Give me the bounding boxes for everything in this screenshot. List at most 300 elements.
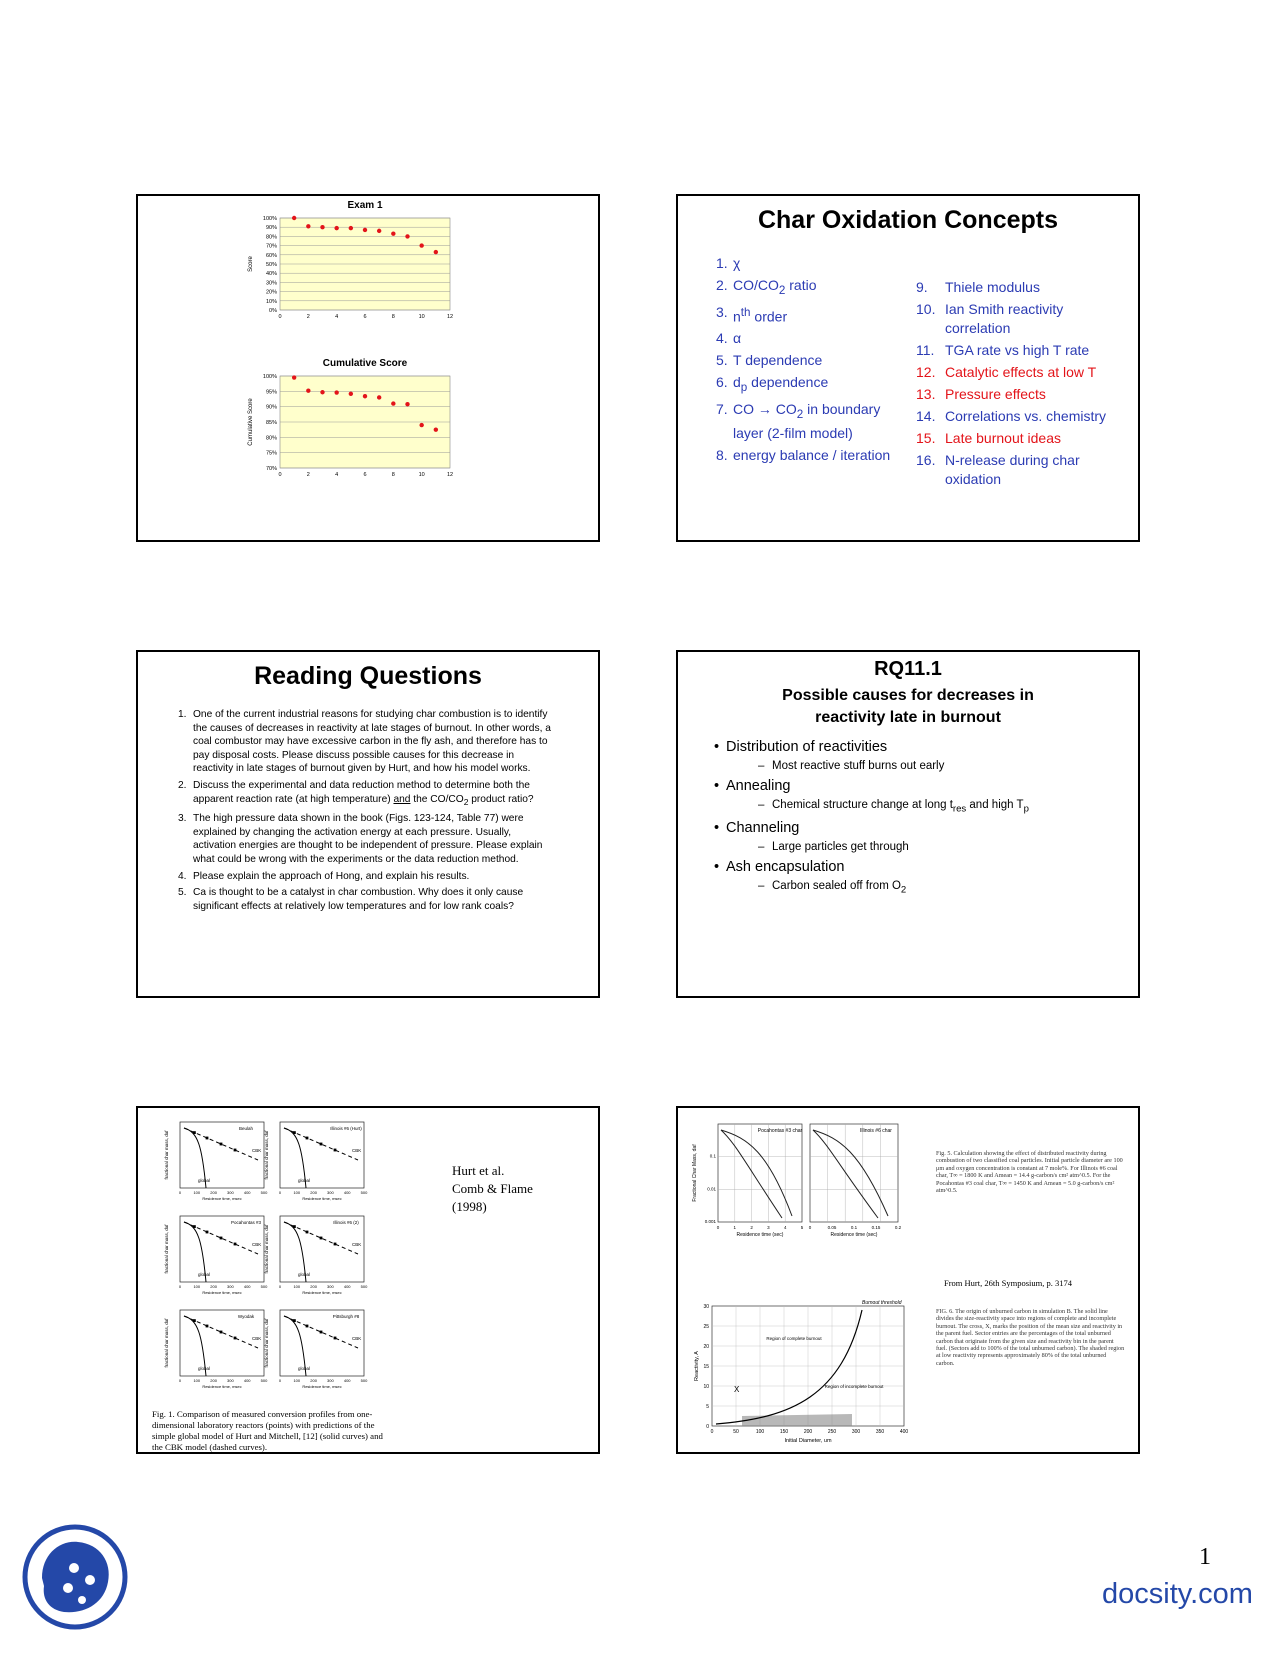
question-text-part: product ratio? — [468, 793, 534, 805]
cbk-label: CBK — [352, 1148, 362, 1153]
bullet-text: Annealing — [726, 778, 791, 794]
x-tick-label: 100 — [193, 1378, 201, 1383]
concept-text — [733, 373, 828, 397]
concept-text-main: energy balance / iteration — [733, 447, 891, 464]
concept-text-main: Ian Smith reactivity correlation — [945, 301, 1064, 336]
x-tick-label: 300 — [327, 1284, 334, 1289]
x-tick-label: 4 — [335, 314, 339, 320]
plot-frame — [718, 1124, 802, 1222]
question-number: 3. — [178, 813, 187, 825]
global-label: global — [198, 1178, 211, 1183]
data-point — [292, 375, 296, 379]
y-tick-label: 95% — [265, 389, 277, 396]
y-tick-label: 30% — [265, 280, 277, 287]
y-axis-label: Cumulative Score — [248, 398, 254, 446]
bullet-text: Ash encapsulation — [726, 859, 845, 876]
y-tick-label: 30 — [703, 1304, 709, 1310]
y-axis-label: Score — [248, 256, 254, 272]
concept-number: 16. — [916, 452, 936, 468]
measured-point — [206, 1325, 209, 1328]
concept-number: 10. — [916, 301, 936, 317]
data-point — [334, 390, 338, 394]
x-tick-label: 100 — [193, 1190, 201, 1195]
measured-point — [320, 1237, 323, 1240]
panel-title: Illinois #6 (2) — [333, 1220, 359, 1225]
data-point — [306, 389, 310, 393]
concept-item — [916, 407, 1126, 426]
concept-item — [916, 385, 1126, 404]
bullet-dot: • — [714, 778, 720, 794]
concept-number: 11. — [916, 342, 935, 358]
x-axis-label: Residence time, msec — [302, 1290, 342, 1295]
concept-text-after: ratio — [785, 277, 817, 293]
y-tick-label: 20% — [265, 289, 277, 296]
data-point — [434, 427, 438, 431]
x-tick-label: 4 — [335, 472, 339, 478]
x-tick-label: 12 — [446, 472, 454, 478]
sub-bullet-item — [758, 880, 1138, 895]
concept-text-after: order — [750, 308, 788, 325]
data-point — [391, 231, 395, 235]
question-item — [178, 812, 554, 866]
cbk-label: CBK — [252, 1148, 262, 1153]
x-axis-label: Residence time, msec — [302, 1384, 342, 1389]
x-axis-label: Initial Diameter, um — [784, 1438, 832, 1444]
x-tick-label: 12 — [446, 314, 454, 320]
y-tick-label: 70% — [265, 243, 277, 250]
panel-title: Beulah — [238, 1126, 254, 1131]
concept-item — [916, 451, 1126, 489]
measured-point — [193, 1319, 196, 1322]
question-text: The high pressure data shown in the book (Figs. 123-124, Table 77) were explained by changing the activation energy at each pressure. Usually, activation energies are thought to be independent of pressure. Please explain what could be wrong with the experiments or the data reduction method. — [193, 813, 543, 865]
y-tick-label: 90% — [265, 225, 277, 232]
figure-panel — [264, 1216, 368, 1295]
measured-point — [220, 1331, 223, 1334]
slide-exam-scores — [136, 194, 600, 542]
concept-text — [945, 451, 1126, 489]
concept-text-main: N-release during char oxidation — [945, 452, 1080, 487]
x-tick-label: 0 — [278, 1190, 282, 1195]
x-tick-label: 8 — [391, 314, 395, 320]
y-axis-label: fractional char mass, daf — [164, 1318, 169, 1368]
measured-point — [293, 1225, 296, 1228]
x-tick-label: 4 — [783, 1225, 787, 1230]
concept-number: 12. — [916, 364, 936, 380]
bullet-text: Distribution of reactivities — [726, 739, 888, 755]
burnout-threshold-curve — [716, 1310, 862, 1424]
y-axis-label: Fractional Char Mass, daf — [692, 1144, 698, 1202]
x-tick-label: 0 — [278, 1378, 282, 1383]
concept-text — [945, 385, 1046, 404]
global-label: global — [298, 1366, 311, 1371]
sub-bullet-item — [758, 841, 1138, 853]
concept-text — [733, 254, 740, 273]
data-point — [292, 216, 296, 220]
x-tick-label: 0.1 — [850, 1225, 858, 1230]
concept-item — [916, 278, 1126, 297]
concept-text — [733, 446, 890, 465]
data-point — [349, 226, 353, 230]
data-point — [419, 243, 423, 247]
docsity-logo — [20, 1520, 130, 1634]
x-tick-label: 0 — [178, 1284, 182, 1289]
concept-item — [716, 351, 896, 370]
x-tick-label: 0 — [278, 1284, 282, 1289]
global-label: global — [198, 1272, 211, 1277]
data-point — [377, 229, 381, 233]
x-tick-label: 0 — [178, 1190, 182, 1195]
measured-point — [220, 1143, 223, 1146]
data-point — [363, 394, 367, 398]
chart-title: Exam 1 — [347, 200, 383, 211]
y-tick-label: 0.01 — [707, 1186, 716, 1192]
x-axis-label: Residence time, msec — [202, 1384, 242, 1389]
concept-item — [716, 303, 896, 327]
x-tick-label: 500 — [260, 1284, 268, 1289]
global-label: global — [298, 1272, 311, 1277]
data-point — [306, 224, 310, 228]
measured-point — [193, 1225, 196, 1228]
sub-bullet-dash: – — [758, 841, 765, 854]
x-tick-label: 10 — [418, 314, 425, 320]
concept-subscript: 2 — [778, 283, 786, 297]
sub-bullet-text-part: Chemical structure change at long t — [772, 799, 953, 811]
question-number: 5. — [178, 887, 187, 899]
concept-item — [716, 400, 896, 443]
slide-reading-questions — [136, 650, 600, 998]
data-point — [320, 225, 324, 229]
y-tick-label: 5 — [706, 1404, 709, 1410]
x-tick-label: 400 — [343, 1378, 351, 1383]
concept-number: 6. — [716, 374, 728, 391]
x-tick-label: 0 — [278, 314, 282, 320]
y-tick-label: 90% — [265, 404, 277, 411]
x-tick-label: 400 — [899, 1429, 909, 1435]
region-label: Region of incomplete burnout — [824, 1384, 884, 1389]
x-tick-label: 300 — [227, 1378, 234, 1383]
figure-caption: Fig. 1. Comparison of measured conversion profiles from one-dimensional laboratory reactors (points) with predictions of the simple global model of Hurt and Mitchell, [12] (solid curves) and the CBK model (dashed curves). — [152, 1409, 383, 1452]
question-number: 4. — [178, 870, 187, 882]
sub-bullet-dash: – — [758, 760, 765, 772]
measured-point — [234, 1337, 237, 1340]
slide-hurt-symposium — [676, 1106, 1140, 1454]
mean-marker: X — [734, 1385, 740, 1394]
data-point — [377, 395, 381, 399]
measured-point — [193, 1131, 196, 1134]
x-tick-label: 0.2 — [894, 1225, 902, 1230]
y-axis-label: fractional char mass, daf — [264, 1224, 269, 1274]
x-tick-label: 2 — [306, 472, 310, 478]
cbk-label: CBK — [252, 1242, 262, 1247]
data-point — [434, 250, 438, 254]
x-tick-label: 200 — [310, 1378, 317, 1383]
concept-text — [733, 400, 896, 443]
x-axis-label: Residence time, msec — [202, 1290, 242, 1295]
y-axis-label: fractional char mass, daf — [164, 1224, 169, 1274]
x-tick-label: 100 — [293, 1190, 301, 1195]
slide-subtitle-line-1: Possible causes for decreases in — [782, 687, 1034, 704]
slide-rq11-1 — [676, 650, 1140, 998]
panel-title: Pittsburgh #8 — [332, 1314, 360, 1319]
citation-line-3: (1998) — [452, 1199, 487, 1214]
sub-bullet-subscript: res — [952, 803, 967, 815]
x-tick-label: 400 — [343, 1190, 351, 1195]
y-tick-label: 100% — [262, 216, 277, 222]
citation-line-1: Hurt et al. — [452, 1163, 505, 1178]
measured-point — [334, 1149, 337, 1152]
concept-number: 15. — [916, 430, 936, 446]
question-text-part: Discuss the experimental and data reduction method to determine both the apparent reaction rate (at high temperature) — [193, 779, 530, 805]
y-tick-label: 20 — [703, 1344, 709, 1350]
concept-text — [945, 300, 1126, 338]
citation-line-2: Comb & Flame — [452, 1181, 533, 1196]
x-tick-label: 0 — [710, 1429, 714, 1435]
global-label: global — [298, 1178, 311, 1183]
y-tick-label: 0.001 — [704, 1219, 716, 1224]
y-tick-label: 0% — [269, 308, 277, 314]
concept-list-left — [716, 254, 896, 468]
concept-text — [733, 351, 822, 370]
panel-title: Pocahontas #3 — [230, 1220, 262, 1225]
chart-title: Cumulative Score — [322, 358, 408, 369]
question-text-part: the CO/CO — [410, 793, 464, 805]
figure-panel — [264, 1122, 368, 1201]
x-tick-label: 0 — [716, 1225, 720, 1230]
figure-panel — [164, 1310, 268, 1389]
citation — [452, 1162, 533, 1216]
sub-bullet-text — [772, 880, 906, 895]
concept-subscript: 2 — [796, 408, 804, 422]
source-note: From Hurt, 26th Symposium, p. 3174 — [944, 1278, 1072, 1288]
x-tick-label: 400 — [243, 1190, 251, 1195]
x-tick-label: 3 — [767, 1225, 770, 1230]
x-tick-label: 250 — [827, 1429, 837, 1435]
x-tick-label: 200 — [310, 1284, 317, 1289]
concept-text — [945, 429, 1061, 448]
x-tick-label: 200 — [803, 1429, 813, 1435]
bullet-item — [714, 778, 1138, 794]
x-tick-label: 50 — [733, 1429, 739, 1435]
x-tick-label: 500 — [360, 1190, 368, 1195]
x-tick-label: 100 — [293, 1284, 301, 1289]
x-tick-label: 300 — [227, 1284, 234, 1289]
x-tick-label: 0.05 — [827, 1225, 837, 1230]
sub-bullet-text — [772, 799, 1029, 814]
concept-text — [733, 329, 741, 348]
panel-title: Wyodak — [237, 1314, 255, 1319]
x-tick-label: 200 — [310, 1190, 317, 1195]
y-axis-label: Reactivity, A — [694, 1351, 700, 1381]
measured-point — [220, 1237, 223, 1240]
x-tick-label: 500 — [260, 1190, 268, 1195]
slide-title: RQ11.1 — [874, 658, 942, 680]
question-subscript: 2 — [463, 796, 469, 807]
measured-point — [334, 1243, 337, 1246]
x-tick-label: 200 — [210, 1190, 217, 1195]
concept-text-after: in boundary layer (2-film model) — [733, 401, 881, 442]
concept-text-main: Catalytic effects at low T — [945, 364, 1097, 380]
measured-point — [234, 1243, 237, 1246]
x-tick-label: 200 — [210, 1284, 217, 1289]
slide-title: Reading Questions — [254, 662, 482, 690]
concept-text — [945, 341, 1089, 360]
x-axis-label: Residence time, msec — [302, 1196, 342, 1201]
x-tick-label: 6 — [363, 314, 367, 320]
measured-point — [320, 1331, 323, 1334]
concept-text-main: Pressure effects — [945, 386, 1046, 402]
y-tick-label: 10 — [703, 1384, 709, 1390]
bullet-item — [714, 820, 1138, 836]
concept-number: 2. — [716, 277, 728, 293]
concept-text — [733, 276, 817, 300]
question-number: 2. — [178, 779, 187, 791]
y-tick-label: 80% — [265, 234, 277, 241]
question-text: One of the current industrial reasons for studying char combustion is to identify the causes of decreases in reactivity at late stages of burnout. In other words, a coal combustor may have excessive carbon in the fly ash, and therefore has to pay disposal costs. Please discuss possible causes for this decrease in reactivity in late stages of burnout given by Hurt, and how his model works. — [193, 709, 551, 775]
x-tick-label: 400 — [343, 1284, 351, 1289]
top-plot-2 — [809, 1124, 902, 1238]
concept-item — [916, 429, 1126, 448]
y-tick-label: 50% — [265, 262, 277, 268]
x-tick-label: 400 — [243, 1284, 251, 1289]
concept-number: 9. — [916, 279, 928, 295]
sub-bullet-dash: – — [758, 880, 765, 893]
concept-text-main: Correlations vs. chemistry — [945, 408, 1107, 424]
cbk-label: CBK — [252, 1336, 262, 1341]
concept-text-main: n — [733, 308, 741, 325]
concept-text-main: CO/CO — [733, 277, 779, 293]
measured-point — [306, 1325, 309, 1328]
y-tick-label: 25 — [703, 1324, 709, 1330]
x-tick-label: 300 — [851, 1429, 861, 1435]
bottom-plot — [694, 1300, 908, 1444]
x-tick-label: 1 — [733, 1225, 737, 1230]
data-point — [349, 392, 353, 396]
page-number: 1 — [1199, 1544, 1211, 1570]
plot-frame — [810, 1124, 898, 1222]
slide-title: Char Oxidation Concepts — [757, 206, 1059, 234]
concept-text-main: Late burnout ideas — [945, 430, 1061, 446]
x-tick-label: 300 — [327, 1378, 334, 1383]
hurt-figure — [138, 1108, 598, 1452]
question-item — [178, 779, 554, 809]
y-tick-label: 80% — [265, 435, 277, 442]
measured-point — [334, 1337, 337, 1340]
sub-bullet-subscript: 2 — [900, 884, 907, 896]
concept-text-main: d — [733, 374, 741, 391]
curve — [813, 1130, 878, 1218]
figure-5-caption: Fig. 5. Calculation showing the effect of distributed reactivity during combustion of two classified coal particles. Initial particle diameter are 100 μm and oxygen concentration is constant at 7 mole%. For Illinois #6 coal char, T∞ = 1800 K and Amean = 14.4 g-carbon/s cm² atm^0.5. For the Pocahontas #3 coal char, T∞ = 1450 K and Amean = 5.0 g-carbon/s cm² atm^0.5. — [936, 1150, 1123, 1195]
bullet-item — [714, 739, 1138, 755]
y-tick-label: 40% — [265, 271, 277, 278]
slide-subtitle-line-2: reactivity late in burnout — [815, 709, 1001, 726]
data-point — [419, 423, 423, 427]
sub-bullet-text-part: Carbon sealed off from O — [772, 880, 901, 893]
sub-bullet-item — [758, 760, 1138, 772]
concept-number: 3. — [716, 303, 728, 320]
question-text: Ca is thought to be a catalyst in char combustion. Why does it only cause significant effects at relatively low temperatures and for low rank coals? — [193, 887, 524, 912]
x-tick-label: 200 — [210, 1378, 217, 1383]
measured-point — [234, 1149, 237, 1152]
plot-title: Illinois #6 char — [860, 1128, 892, 1134]
x-tick-label: 500 — [360, 1284, 368, 1289]
global-label: global — [198, 1366, 211, 1371]
concept-list-right — [916, 278, 1126, 492]
question-item — [178, 870, 554, 884]
measured-point — [293, 1319, 296, 1322]
x-tick-label: 350 — [875, 1429, 885, 1435]
x-tick-label: 300 — [227, 1190, 234, 1195]
measured-point — [206, 1231, 209, 1234]
y-tick-label: 0.1 — [709, 1153, 716, 1159]
x-tick-label: 5 — [800, 1225, 804, 1230]
figure-6-caption: FIG. 6. The origin of unburned carbon in simulation B. The solid line divides the size-reactivity space into regions of complete and incomplete burnout. The cross, X, marks the position of the mean size and reactivity in the parent fuel. Sector entries are the percentages of the total unburned carbon that originate from the given size and reactivity bin in the parent fuel. (Sectors add to 100% of the total unburned carbon). The shaded region at low reactivity represents approximately 80% of the total unburned carbon. — [936, 1308, 1125, 1367]
y-axis-label: fractional char mass, daf — [164, 1130, 169, 1180]
concept-text-main: TGA rate vs high T rate — [945, 342, 1090, 358]
concept-text — [945, 363, 1096, 382]
concept-text-main: Thiele modulus — [945, 279, 1040, 295]
measured-point — [306, 1137, 309, 1140]
data-point — [405, 402, 409, 406]
question-text — [193, 779, 554, 809]
concept-text-main: CO → CO — [733, 401, 797, 418]
y-tick-label: 85% — [265, 420, 277, 426]
sub-bullet-text-part: and high T — [966, 799, 1024, 811]
slide-hurt-comparison — [136, 1106, 600, 1454]
concept-text — [945, 407, 1106, 426]
concept-number: 8. — [716, 447, 728, 464]
measured-point — [320, 1143, 323, 1146]
concept-number: 5. — [716, 352, 728, 369]
sub-bullet-text: Most reactive stuff burns out early — [772, 760, 945, 772]
question-text: Please explain the approach of Hong, and explain his results. — [193, 870, 470, 882]
exam-score-charts — [138, 196, 598, 540]
concept-text-main: χ — [733, 255, 741, 271]
y-tick-label: 15 — [703, 1364, 709, 1370]
x-tick-label: 2 — [306, 314, 310, 320]
x-tick-label: 500 — [260, 1378, 268, 1383]
concept-superscript: th — [740, 305, 751, 319]
chart-2 — [248, 358, 453, 478]
bullet-list — [714, 739, 1138, 896]
x-axis-label: Residence time (sec) — [736, 1232, 784, 1238]
concept-text — [945, 278, 1040, 297]
figure-panel — [164, 1122, 268, 1201]
x-tick-label: 0 — [278, 472, 282, 478]
question-item — [178, 708, 554, 776]
x-tick-label: 100 — [293, 1378, 301, 1383]
x-tick-label: 8 — [391, 472, 395, 478]
x-tick-label: 0 — [808, 1225, 812, 1230]
question-number: 1. — [178, 709, 187, 720]
concept-number: 1. — [716, 255, 728, 271]
x-tick-label: 400 — [243, 1378, 251, 1383]
y-tick-label: 0 — [706, 1424, 709, 1430]
curve — [721, 1130, 792, 1216]
cbk-label: CBK — [352, 1336, 362, 1341]
top-plot-1 — [692, 1124, 804, 1238]
x-tick-label: 100 — [755, 1429, 765, 1435]
x-tick-label: 0.15 — [871, 1225, 881, 1230]
y-tick-label: 70% — [265, 466, 277, 472]
docsity-link[interactable]: docsity.com — [1102, 1578, 1253, 1610]
x-tick-label: 2 — [750, 1225, 753, 1230]
data-point — [363, 228, 367, 232]
question-underlined: and — [393, 793, 411, 805]
bullet-item — [714, 859, 1138, 875]
bullet-text: Channeling — [726, 820, 800, 837]
figure-panel — [264, 1310, 368, 1389]
x-tick-label: 300 — [327, 1190, 334, 1195]
